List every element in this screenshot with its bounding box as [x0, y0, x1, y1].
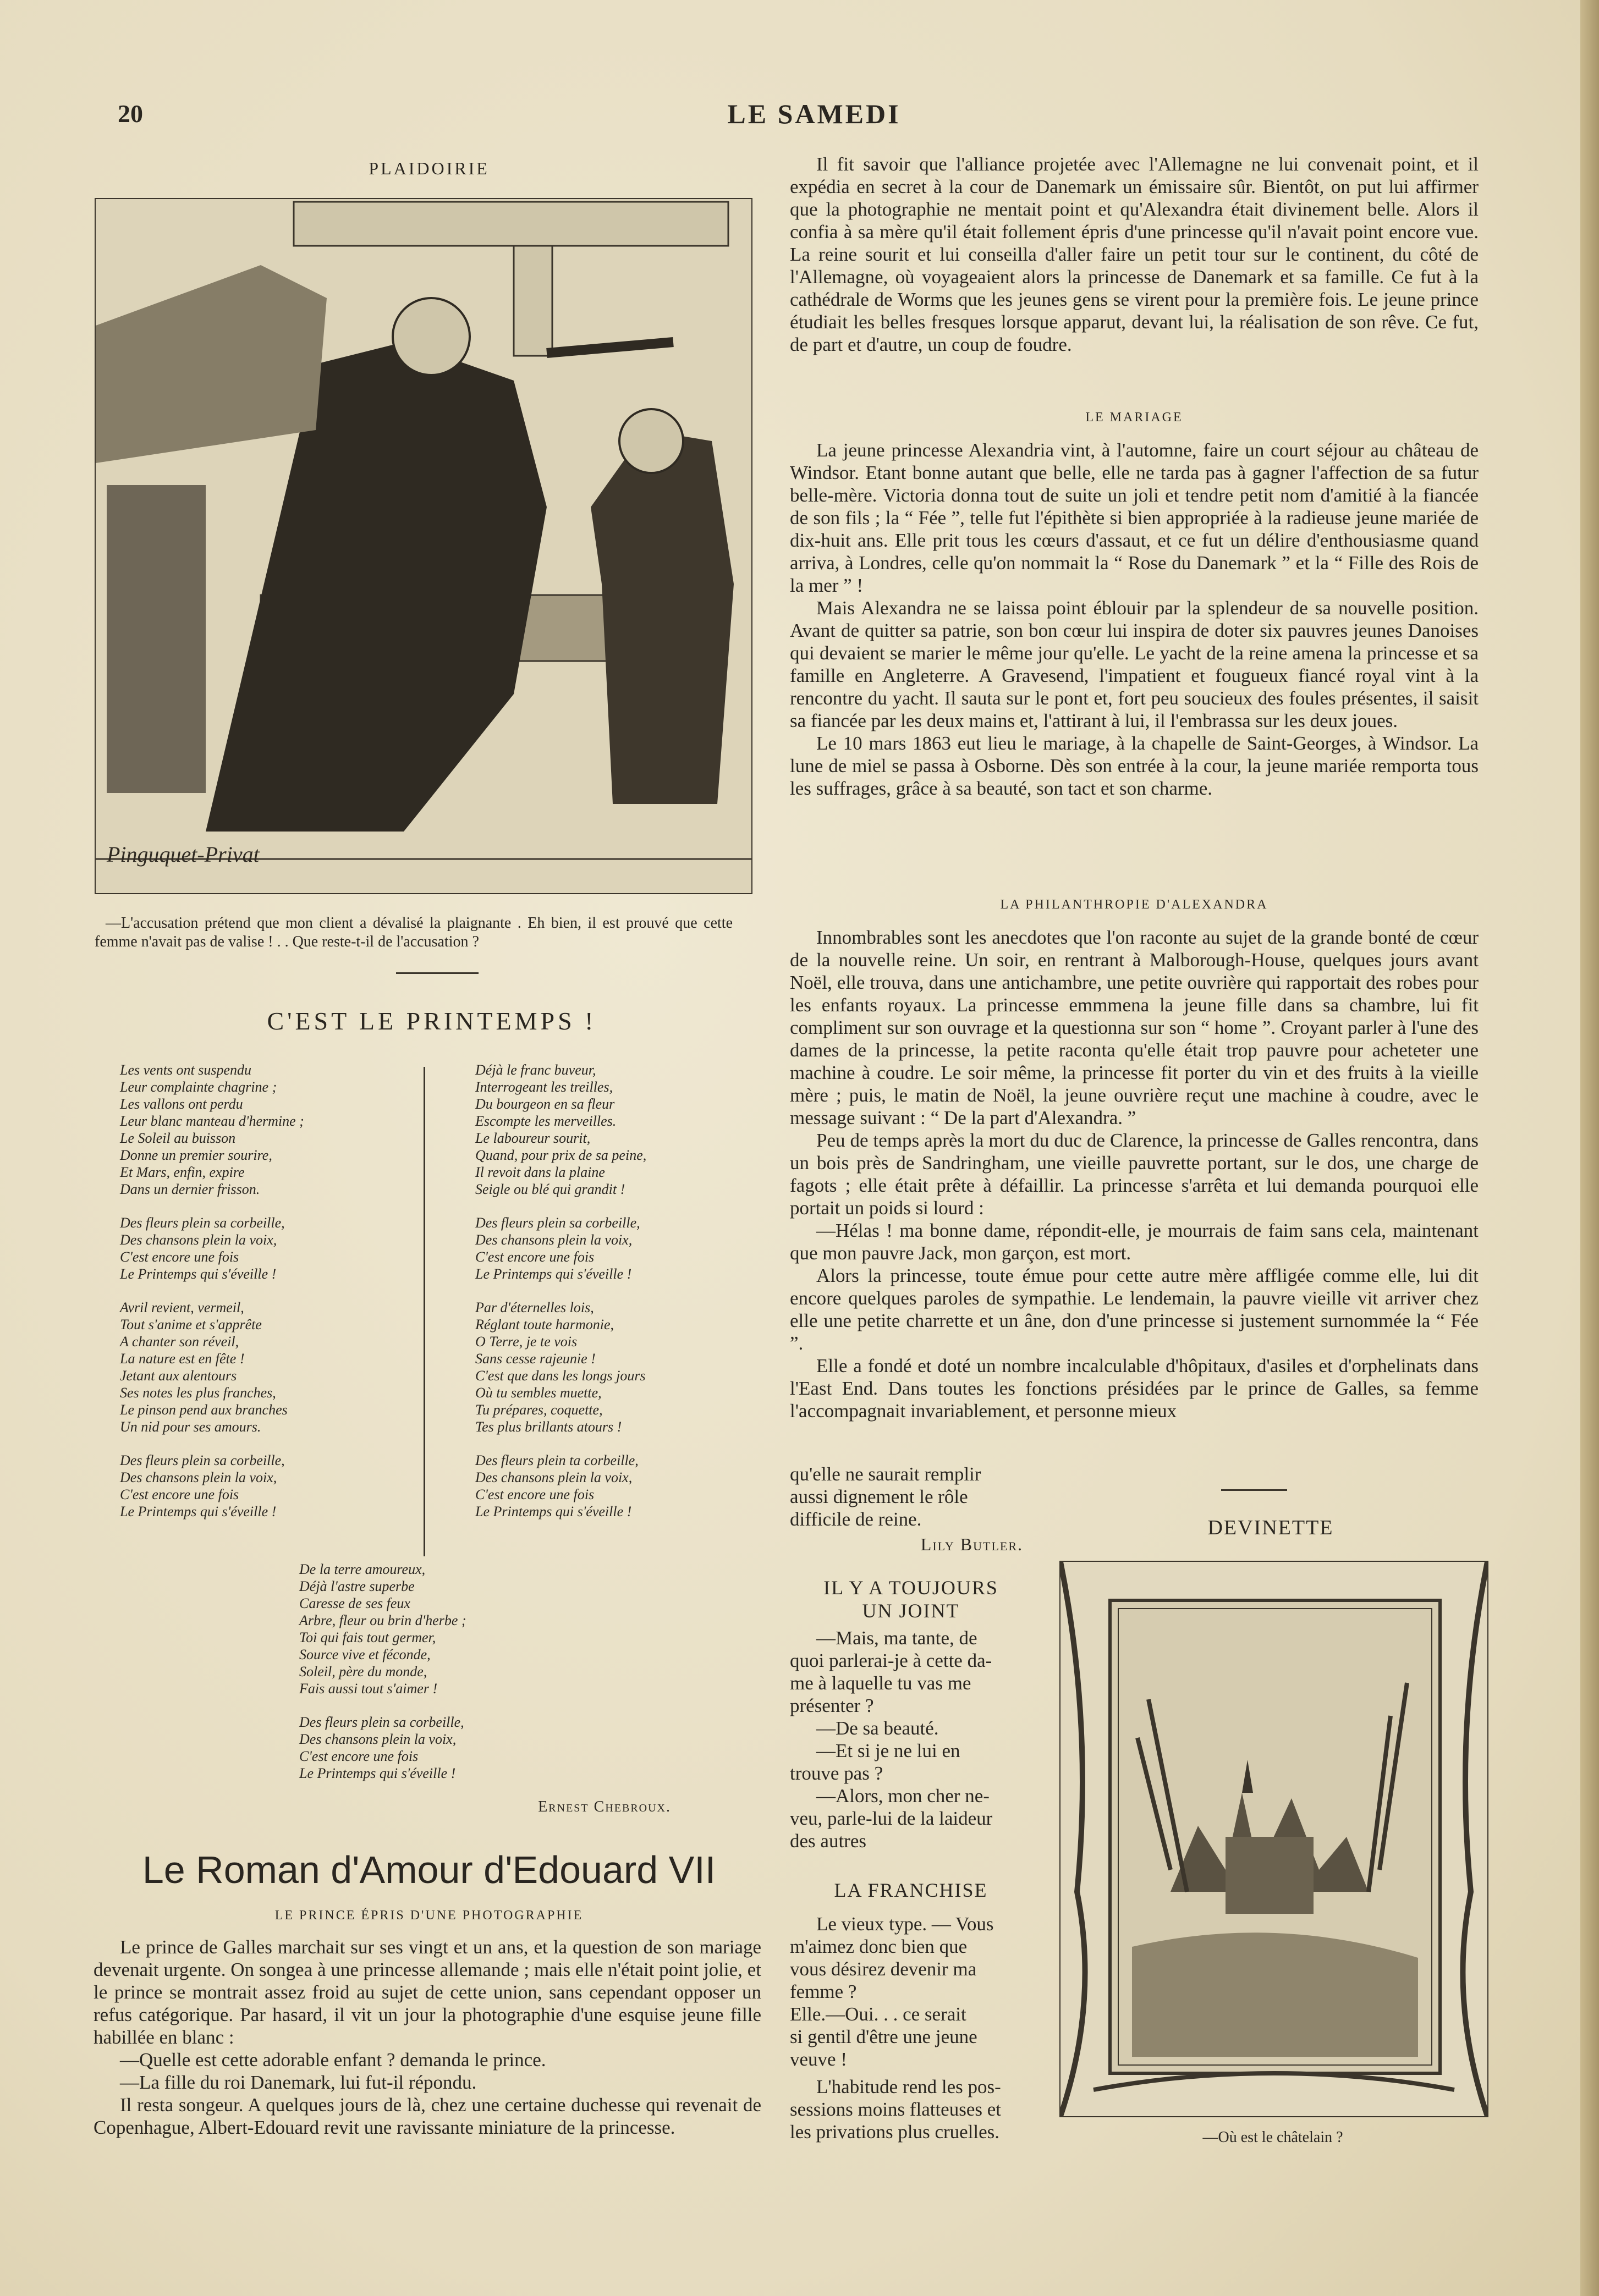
joint-text	[790, 1627, 1032, 1852]
poem-line: Où tu sembles muette,	[475, 1385, 602, 1401]
poem-line: Un nid pour ses amours.	[120, 1419, 261, 1435]
devinette-illustration	[1059, 1561, 1488, 2117]
text-line: femme ?	[790, 1981, 857, 2002]
poem-line: Source vive et féconde,	[299, 1647, 431, 1662]
poem-line: C'est que dans les longs jours	[475, 1368, 646, 1384]
poem-refrain	[475, 1452, 750, 1520]
poem-line: Quand, pour prix de sa peine,	[475, 1147, 647, 1163]
section-heading-mariage: LE MARIAGE	[1085, 410, 1183, 425]
poem-author: Ernest Chebroux.	[538, 1798, 671, 1815]
poem-line: Les vents ont suspendu	[120, 1062, 252, 1078]
paragraph: Il resta songeur. A quelques jours de là, chez une certaine duchesse qui revenait de Copenhague, Albert-Edouard revit une ravissante miniature de la princesse.	[94, 2094, 761, 2138]
poem-line: Déjà le franc buveur,	[475, 1062, 596, 1078]
poem-line: Seigle ou blé qui grandit !	[475, 1181, 625, 1197]
paragraph: Peu de temps après la mort du duc de Clarence, la princesse de Galles rencontra, dans un bois près de Sandringham, une vieille pauvrette portant, sur le dos, une charge de fagots ; elle était prête à défaillir. La princesse s'arrêta et lui demanda pourquoi elle portait un poids si lourd :	[790, 1130, 1479, 1219]
article-intro	[94, 1936, 761, 2139]
article-subtitle: LE PRINCE ÉPRIS D'UNE PHOTOGRAPHIE	[274, 1908, 584, 1923]
poem-right-column	[475, 1061, 750, 1537]
article-author: Lily Butler.	[920, 1534, 1023, 1554]
poem-line: Le laboureur sourit,	[475, 1130, 591, 1146]
paragraph: Il fit savoir que l'alliance projetée avec l'Allemagne ne lui convenait point, et il expédia en secret à la cour de Danemark un émissaire sûr. Bientôt, on put lui affirmer que la photographie ne mentait point et qu'Alexandra était divinement belle. Alors il confia à sa mère qu'il était follement épris d'une princesse qu'il n'avait point encore vue. La reine sourit et lui conseilla d'aller faire un petit tour sur le continent, du côté de l'Allemagne, où voyageaient alors la princesse de Danemark et sa famille. Ce fut à la cathédrale de Worms que les jeunes gens se virent pour la première fois. Le jeune prince étudiait les belles fresques lorsque apparut, devant lui, la réalisation de son rêve. Ce fut, de part et d'autre, un coup de foudre.	[790, 153, 1479, 355]
franchise-title: LA FRANCHISE	[834, 1879, 988, 1901]
poem-line: Tes plus brillants atours !	[475, 1419, 622, 1435]
artist-signature: Pinguquet-Privat	[107, 842, 260, 867]
poem-line: Sans cesse rajeunie !	[475, 1351, 596, 1367]
castle-puzzle-drawing	[1060, 1562, 1487, 2116]
text-line: si gentil d'être une jeune	[790, 2026, 977, 2047]
poem-refrain	[299, 1714, 563, 1782]
poem-stanza	[120, 1299, 417, 1435]
franchise-text	[790, 1913, 1032, 2071]
text-line: —Et si je ne lui en	[816, 1740, 960, 1761]
poem-line: Interrogeant les treilles,	[475, 1079, 613, 1095]
devinette-caption: —Où est le châtelain ?	[1202, 2129, 1343, 2146]
text-line: des autres	[790, 1830, 866, 1852]
poem-line: Le Printemps qui s'éveille !	[299, 1765, 456, 1781]
text-line: Elle.—Oui. . . ce serait	[790, 2003, 966, 2025]
article-continued	[790, 153, 1479, 356]
plaidoirie-title: PLAIDOIRIE	[369, 158, 490, 178]
text-line: vous désirez devenir ma	[790, 1958, 977, 1980]
poem-line: Leur complainte chagrine ;	[120, 1079, 277, 1095]
poem-line: Arbre, fleur ou brin d'herbe ;	[299, 1612, 466, 1628]
poem-line: Des chansons plein la voix,	[475, 1232, 633, 1248]
poem-line: C'est encore une fois	[475, 1249, 595, 1265]
courtroom-drawing	[96, 199, 751, 893]
poem-line: Jetant aux alentours	[120, 1368, 237, 1384]
divider	[1221, 1489, 1287, 1491]
poem-line: Caresse de ses feux	[299, 1595, 410, 1611]
text-line: aussi dignement le rôle	[790, 1486, 968, 1507]
poem-line: Des chansons plein la voix,	[120, 1232, 277, 1248]
article-title: Le Roman d'Amour d'Edouard VII	[142, 1848, 716, 1891]
paragraph: Le prince de Galles marchait sur ses vingt et un ans, et la question de son mariage devenait urgente. On songea à une princesse allemande ; mais elle n'était point jolie, et le prince se montrait assez froid au sujet de cette union, sans cependant opposer un refus catégorique. Par hasard, il vit un jour la photographie d'une esquise jeune fille habillée en blanc :	[94, 1936, 761, 2048]
poem-line: Fais aussi tout s'aimer !	[299, 1681, 438, 1697]
plaidoirie-caption: —L'accusation prétend que mon client a dévalisé la plaignante . Eh bien, il est prouvé que cette femme n'avait pas de valise ! . . Que reste-t-il de l'accusation ?	[95, 915, 733, 950]
poem-line: Le Soleil au buisson	[120, 1130, 236, 1146]
poem-line: De la terre amoureux,	[299, 1561, 426, 1577]
text-line: me à laquelle tu vas me	[790, 1672, 971, 1694]
text-line: —De sa beauté.	[816, 1717, 939, 1739]
paragraph: Mais Alexandra ne se laissa point éblouir par la splendeur de sa nouvelle position. Avant de quitter sa patrie, son bon cœur lui inspira de doter six pauvres jeunes Danoises qui devaient se marier le même jour qu'elle. Le yacht de la reine amena la princesse et sa famille en Angleterre. A Gravesend, l'impatient et fougueux fiancé royal vint à la rencontre du yacht. Il sauta sur le pont et, fort peu soucieux des foules présentes, il saisit sa fiancée par les deux mains et, l'attirant à lui, il l'embrassa sur les deux joues.	[790, 597, 1479, 731]
poem-line: Les vallons ont perdu	[120, 1096, 243, 1112]
poem-line: Tu prépares, coquette,	[475, 1402, 603, 1418]
poem-column-divider	[424, 1067, 425, 1556]
poem-line: C'est encore une fois	[120, 1249, 239, 1265]
poem-line: Tout s'anime et s'apprête	[120, 1317, 262, 1333]
poem-line: Des fleurs plein sa corbeille,	[475, 1215, 640, 1231]
poem-refrain	[120, 1214, 417, 1282]
paragraph: —La fille du roi Danemark, lui fut-il répondu.	[120, 2072, 477, 2093]
text-line: présenter ?	[790, 1695, 874, 1716]
text-line: veuve !	[790, 2049, 847, 2070]
poem-line: Du bourgeon en sa fleur	[475, 1096, 615, 1112]
poem-center-column	[299, 1561, 563, 1798]
text-line: trouve pas ?	[790, 1763, 883, 1784]
paragraph: —Hélas ! ma bonne dame, répondit-elle, je mourrais de faim sans cela, maintenant que mon pauvre Jack, mon garçon, est mort.	[790, 1220, 1479, 1264]
section-philanthropie	[790, 926, 1479, 1422]
poem-line: Soleil, père du monde,	[299, 1664, 427, 1680]
poem-line: Le Printemps qui s'éveille !	[475, 1504, 632, 1519]
joint-title-line: IL Y A TOUJOURS	[823, 1577, 998, 1599]
poem-line: Des chansons plein la voix,	[299, 1731, 457, 1747]
masthead: LE SAMEDI	[727, 98, 901, 129]
poem-left-column	[120, 1061, 417, 1537]
paragraph: —Quelle est cette adorable enfant ? demanda le prince.	[120, 2049, 546, 2071]
divider	[396, 972, 479, 974]
paragraph: La jeune princesse Alexandria vint, à l'automne, faire un court séjour au château de Windsor. Etant bonne autant que belle, elle ne tarda pas à gagner l'affection de sa futur belle-mère. Victoria donna tout de suite un joli et tendre petit nom d'amitié à la fiancée de son fils ; la “ Fée ”, telle fut l'épithète si bien appropriée à la radieuse jeune mariée de dix-huit ans. Elle prit tous les cœurs d'assaut, et ce fut un délire d'enthousiasme quand arriva, à Londres, celle qu'on nommait la “ Rose du Danemark ” et la “ Fille des Rois de la mer ” !	[790, 439, 1479, 596]
text-line: —Mais, ma tante, de	[816, 1627, 977, 1649]
poem-line: Des fleurs plein ta corbeille,	[475, 1452, 639, 1468]
poem-line: C'est encore une fois	[299, 1748, 419, 1764]
poem-line: Donne un premier sourire,	[120, 1147, 272, 1163]
poem-line: Avril revient, vermeil,	[120, 1300, 244, 1315]
poem-refrain	[475, 1214, 750, 1282]
text-line: m'aimez donc bien que	[790, 1936, 968, 1957]
poem-line: Ses notes les plus franches,	[120, 1385, 276, 1401]
poem-line: Des chansons plein la voix,	[475, 1469, 633, 1485]
poem-line: Dans un dernier frisson.	[120, 1181, 260, 1197]
poem-line: C'est encore une fois	[120, 1486, 239, 1502]
poem-line: Le Printemps qui s'éveille !	[120, 1504, 277, 1519]
text-line: qu'elle ne saurait remplir	[790, 1463, 981, 1485]
franchise-moral	[790, 2075, 1032, 2143]
text-line: quoi parlerai-je à cette da-	[790, 1650, 992, 1671]
poem-line: Déjà l'astre superbe	[299, 1578, 415, 1594]
poem-line: Par d'éternelles lois,	[475, 1300, 594, 1315]
paragraph: Elle a fondé et doté un nombre incalculable d'hôpitaux, d'asiles et d'orphelinats dans l'East End. Dans toutes les fonctions présidées par le prince de Galles, sa femme l'accompagnait invariablement, et personne mieux	[790, 1355, 1479, 1422]
poem-title: C'EST LE PRINTEMPS !	[267, 1007, 597, 1035]
section-heading-philanthropie: LA PHILANTHROPIE D'ALEXANDRA	[1000, 898, 1268, 912]
poem-line: Des fleurs plein sa corbeille,	[120, 1215, 285, 1231]
poem-line: Réglant toute harmonie,	[475, 1317, 614, 1333]
text-line: Le vieux type. — Vous	[816, 1913, 994, 1935]
text-line: L'habitude rend les pos-	[816, 2076, 1001, 2097]
paragraph: Le 10 mars 1863 eut lieu le mariage, à la chapelle de Saint-Georges, à Windsor. La lune de miel se passa à Osborne. Dès son entrée à la cour, la jeune mariée remporta tous les suffrages, grâce à sa beauté, son tact et son charme.	[790, 733, 1479, 799]
poem-line: Et Mars, enfin, expire	[120, 1164, 245, 1180]
page-edge	[1580, 0, 1599, 2296]
paragraph: Alors la princesse, toute émue pour cette autre mère affligée comme elle, lui dit encore quelques paroles de sympathie. Le lendemain, la pauvre vieille vit arriver chez elle une petite charrette et un âne, don d'une princesse si justement surnommée la “ Fée ”.	[790, 1265, 1479, 1354]
text-line: difficile de reine.	[790, 1508, 922, 1530]
poem-line: C'est encore une fois	[475, 1486, 595, 1502]
devinette-title: DEVINETTE	[1207, 1516, 1334, 1539]
poem-stanza	[120, 1061, 417, 1198]
poem-stanza	[475, 1299, 750, 1435]
text-line: sessions moins flatteuses et	[790, 2099, 1001, 2120]
poem-line: Le Printemps qui s'éveille !	[475, 1266, 632, 1282]
poem-line: La nature est en fête !	[120, 1351, 245, 1367]
text-line: —Alors, mon cher ne-	[816, 1785, 990, 1807]
poem-stanza	[299, 1561, 563, 1697]
poem-refrain	[120, 1452, 417, 1520]
poem-line: Des fleurs plein sa corbeille,	[120, 1452, 285, 1468]
poem-line: O Terre, je te vois	[475, 1334, 578, 1350]
poem-line: A chanter son réveil,	[120, 1334, 239, 1350]
poem-line: Le pinson pend aux branches	[120, 1402, 288, 1418]
poem-line: Il revoit dans la plaine	[475, 1164, 605, 1180]
poem-line: Le Printemps qui s'éveille !	[120, 1266, 277, 1282]
joint-title-line: UN JOINT	[862, 1600, 960, 1622]
joint-title	[790, 1576, 1032, 1622]
page-number: 20	[118, 100, 143, 128]
poem-line: Escompte les merveilles.	[475, 1113, 617, 1129]
text-line: les privations plus cruelles.	[790, 2121, 1000, 2143]
poem-stanza	[475, 1061, 750, 1198]
text-line: veu, parle-lui de la laideur	[790, 1808, 993, 1829]
section-mariage	[790, 439, 1479, 800]
article-final-lines	[790, 1463, 1054, 1530]
plaidoirie-illustration	[95, 198, 752, 894]
paragraph: Innombrables sont les anecdotes que l'on raconte au sujet de la grande bonté de cœur de la nouvelle reine. Un soir, en rentrant à Malborough-House, quelques jours avant Noël, elle trouva, dans une antichambre, une petite ouvrière qui rapportait des robes pour les enfants royaux. La princesse emmmena la jeune fille dans sa chambre, lui fit compliment sur son ouvrage et la questionna sur son “ home ”. Croyant parler à l'une des dames de la princesse, la petite raconta qu'elle était trop pauvre pour acheteter une machine à coudre. Le soir même, la princesse fit porter du vin et des fruits à la vieille mère ; puis, le matin de Noël, la jeune ouvrière reçut une machine à coudre, avec le message suivant : “ De la part d'Alexandra. ”	[790, 927, 1479, 1128]
poem-line: Toi qui fais tout germer,	[299, 1629, 436, 1645]
poem-line: Des chansons plein la voix,	[120, 1469, 277, 1485]
poem-line: Leur blanc manteau d'hermine ;	[120, 1113, 304, 1129]
poem-line: Des fleurs plein sa corbeille,	[299, 1714, 464, 1730]
